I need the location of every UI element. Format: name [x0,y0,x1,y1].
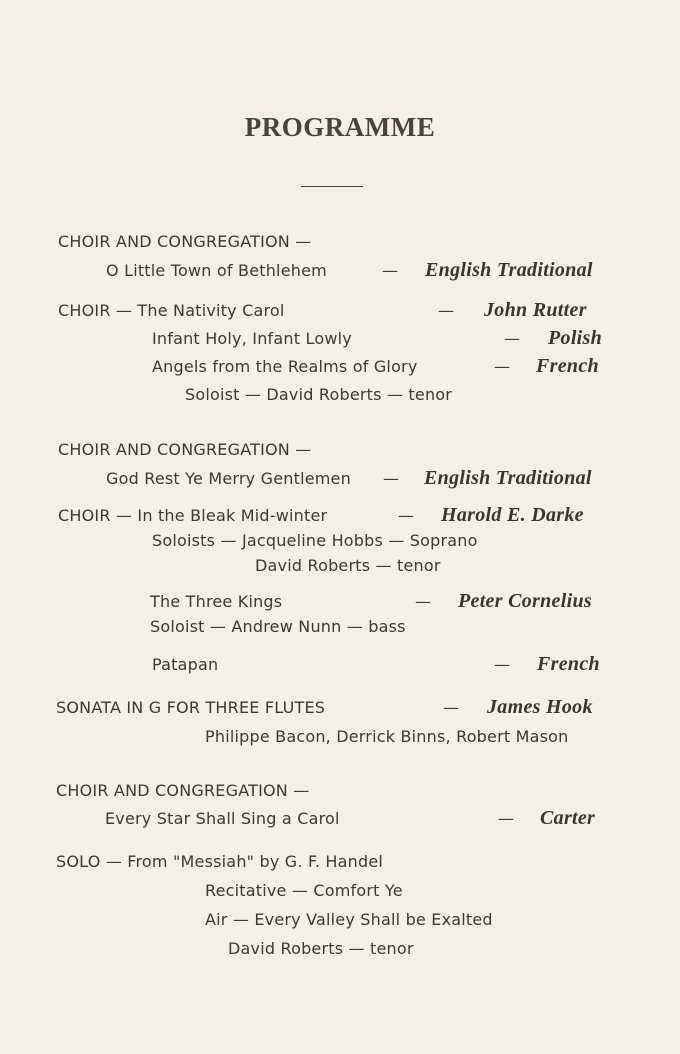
piece-title: O Little Town of Bethlehem [106,261,327,280]
composer: French [536,355,599,377]
composer: Carter [540,807,596,829]
composer: Harold E. Darke [441,504,584,526]
title-rule [301,186,363,187]
composer: English Traditional [425,259,593,281]
recitative-line: Recitative — Comfort Ye [205,881,403,900]
piece-title: Angels from the Realms of Glory [152,357,418,376]
piece-title: Every Star Shall Sing a Carol [105,809,340,828]
page-title: PROGRAMME [244,112,436,142]
dash: — [494,655,510,674]
dash: — [398,506,414,525]
dash: — [443,698,459,717]
composer: English Traditional [424,467,592,489]
dash: — [494,357,510,376]
performers-line: Philippe Bacon, Derrick Binns, Robert Mason [205,727,569,746]
composer: John Rutter [484,299,587,321]
dash: — [382,261,398,280]
soloist-line: Soloist — Andrew Nunn — bass [150,617,406,636]
section-heading: CHOIR AND CONGREGATION — [58,232,312,251]
composer: Peter Cornelius [458,590,592,612]
dash: — [438,301,454,320]
section-heading: SOLO — From "Messiah" by G. F. Handel [56,852,384,871]
dash: — [415,592,431,611]
piece-title: God Rest Ye Merry Gentlemen [106,469,351,488]
section-heading: CHOIR AND CONGREGATION — [58,440,312,459]
piece-title: Infant Holy, Infant Lowly [152,329,352,348]
section-heading: SONATA IN G FOR THREE FLUTES [56,698,326,717]
singer-line: David Roberts — tenor [228,939,414,958]
air-line: Air — Every Valley Shall be Exalted [205,910,493,929]
composer: French [537,653,600,675]
dash: — [383,469,399,488]
section-heading: CHOIR — The Nativity Carol [58,301,285,320]
piece-title: The Three Kings [150,592,283,611]
soloists-line: Soloists — Jacqueline Hobbs — Soprano [152,531,478,550]
composer: James Hook [487,696,593,718]
composer: Polish [548,327,603,349]
section-heading: CHOIR AND CONGREGATION — [56,781,310,800]
soloist-line: Soloist — David Roberts — tenor [185,385,453,404]
soloists-line-2: David Roberts — tenor [255,556,441,575]
dash: — [504,329,520,348]
section-heading: CHOIR — In the Bleak Mid-winter [58,506,328,525]
dash: — [498,809,514,828]
piece-title: Patapan [152,655,219,674]
